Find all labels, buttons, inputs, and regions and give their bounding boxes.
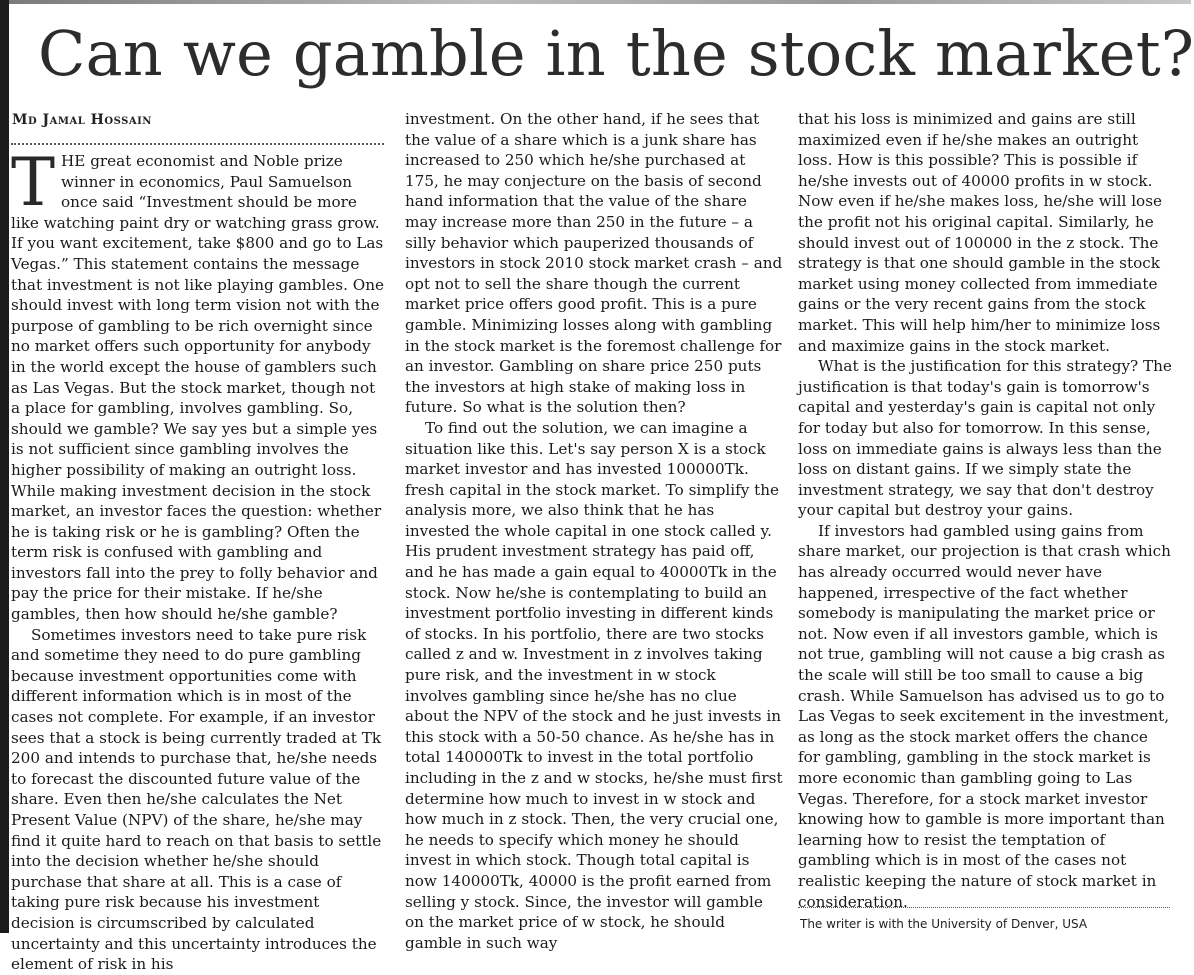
paragraph: that his loss is minimized and gains are still maximized even if he/she makes an outright loss. How is this possible? This is possible if he/she invests out of 40000 profits in w stock. Now even if he/she makes loss, he/she will lose the profit not his original capital. Similarly, he should invest out of 100000 in the z stock. The strategy is that one should gamble in the stock market using money collected from immediate gains or the very recent gains from the stock market. This will help him/her to minimize loss and maximize gains in the stock market. bbox=[798, 110, 1162, 355]
paragraph bbox=[11, 144, 387, 625]
footer-divider bbox=[798, 907, 1170, 908]
paragraph: To find out the solution, we can imagine a situation like this. Let's say person X is a stock market investor and has invested 100000Tk. fresh capital in the stock market. To simplify the analysis more, we also think that he has invested the whole capital in one stock called y. His prudent investment strategy has paid off, and he has made a gain equal to 40000Tk in the stock. Now he/she is contemplating to build an investment portfolio investing in different kinds of stocks. In his portfolio, there are two stocks called z and w. Investment in z involves taking pure risk, and the investment in w stock involves gambling since he/she has no clue about the NPV of the stock and he just invests in this stock with a 50-50 chance. As he/she has in total 140000Tk to invest in the total portfolio including in the z and w stocks, he/she must first determine how much to invest in w stock and how much in z stock. Then, the very crucial one, he needs to specify which money he should invest in which stock. Though total capital is now 140000Tk, 40000 is the profit earned from selling y stock. Since, the investor will gamble on the market price of w stock, he should gamble in such way bbox=[405, 418, 783, 952]
paragraph-text: HE great economist and Noble prize winner in economics, Paul Samuelson once said “Investment should be more like watching paint dry or watching grass grow. If you want excitement, take $800 and go to Las Vegas.” This statement contains the message that investment is not like playing gambles. One should invest with long term vision not with the purpose of gambling to be rich overnight since no market offers such opportunity for anybody in the world except the house of gamblers such as Las Vegas. But the stock market, though not a place for gambling, involves gambling. So, should we gamble? We say yes but a simple yes is not sufficient since gambling involves the higher possibility of making an outright loss. While making investment decision in the stock market, an investor faces the question: whether he is taking risk or he is gambling? Often the term risk is confused with gambling and investors fall into the prey to folly behavior and pay the price for their mistake. If he/she gambles, then how should he/she gamble? bbox=[11, 152, 384, 624]
article-byline: Md Jamal Hossain bbox=[12, 112, 152, 128]
drop-cap: T bbox=[11, 144, 56, 221]
page-left-border bbox=[0, 0, 9, 933]
article-column-2 bbox=[405, 109, 783, 952]
author-note: The writer is with the University of Denver, USA bbox=[800, 917, 1088, 931]
paragraph: Sometimes investors need to take pure risk and sometime they need to do pure gambling because investment opportunities come with different information which is in most of the cases not complete. For example, if an investor sees that a stock is being currently traded at Tk 200 and intends to purchase that, he/she needs to forecast the discounted future value of the share. Even then he/she calculates the Net Present Value (NPV) of the share, he/she may find it quite hard to reach on that basis to settle into the decision whether he/she should purchase that share at all. This is a case of taking pure risk because his investment decision is circumscribed by calculated uncertainty and this uncertainty introduces the element of risk in his bbox=[11, 625, 382, 974]
article-column-1 bbox=[11, 144, 387, 975]
page-top-edge bbox=[0, 0, 1191, 4]
article-column-3 bbox=[798, 109, 1172, 909]
article-headline: Can we gamble in the stock market? bbox=[38, 17, 1194, 90]
paragraph: What is the justification for this strategy? The justification is that today's gain is tomorrow's capital and yesterday's gain is capital not only for today but also for tomorrow. In this sense, loss on immediate gains is always less than the loss on distant gains. If we simply state the investment strategy, we say that don't destroy your capital but destroy your gains. bbox=[798, 357, 1172, 520]
byline-divider bbox=[11, 143, 384, 145]
paragraph: investment. On the other hand, if he sees that the value of a share which is a junk share has increased to 250 which he/she purchased at 175, he may conjecture on the basis of second hand information that the value of the share may increase more than 250 in the future – a silly behavior which pauperized thousands of investors in stock 2010 stock market crash – and opt not to sell the share though the current market price offers good profit. This is a pure gamble. Minimizing losses along with gambling in the stock market is the foremost challenge for an investor. Gambling on share price 250 puts the investors at high stake of making loss in future. So what is the solution then? bbox=[405, 110, 783, 417]
paragraph: If investors had gambled using gains from share market, our projection is that crash which has already occurred would never have happened, irrespective of the fact whether somebody is manipulating the market price or not. Now even if all investors gamble, which is not true, gambling will not cause a big crash as the scale will still be too small to cause a big crash. While Samuelson has advised us to go to Las Vegas to seek excitement in the investment, as long as the stock market offers the chance for gambling, gambling in the stock market is more economic than gambling going to Las Vegas. Therefore, for a stock market investor knowing how to gamble is more important than learning how to resist the temptation of gambling which is in most of the cases not realistic keeping the nature of stock market in consideration. bbox=[798, 521, 1171, 911]
